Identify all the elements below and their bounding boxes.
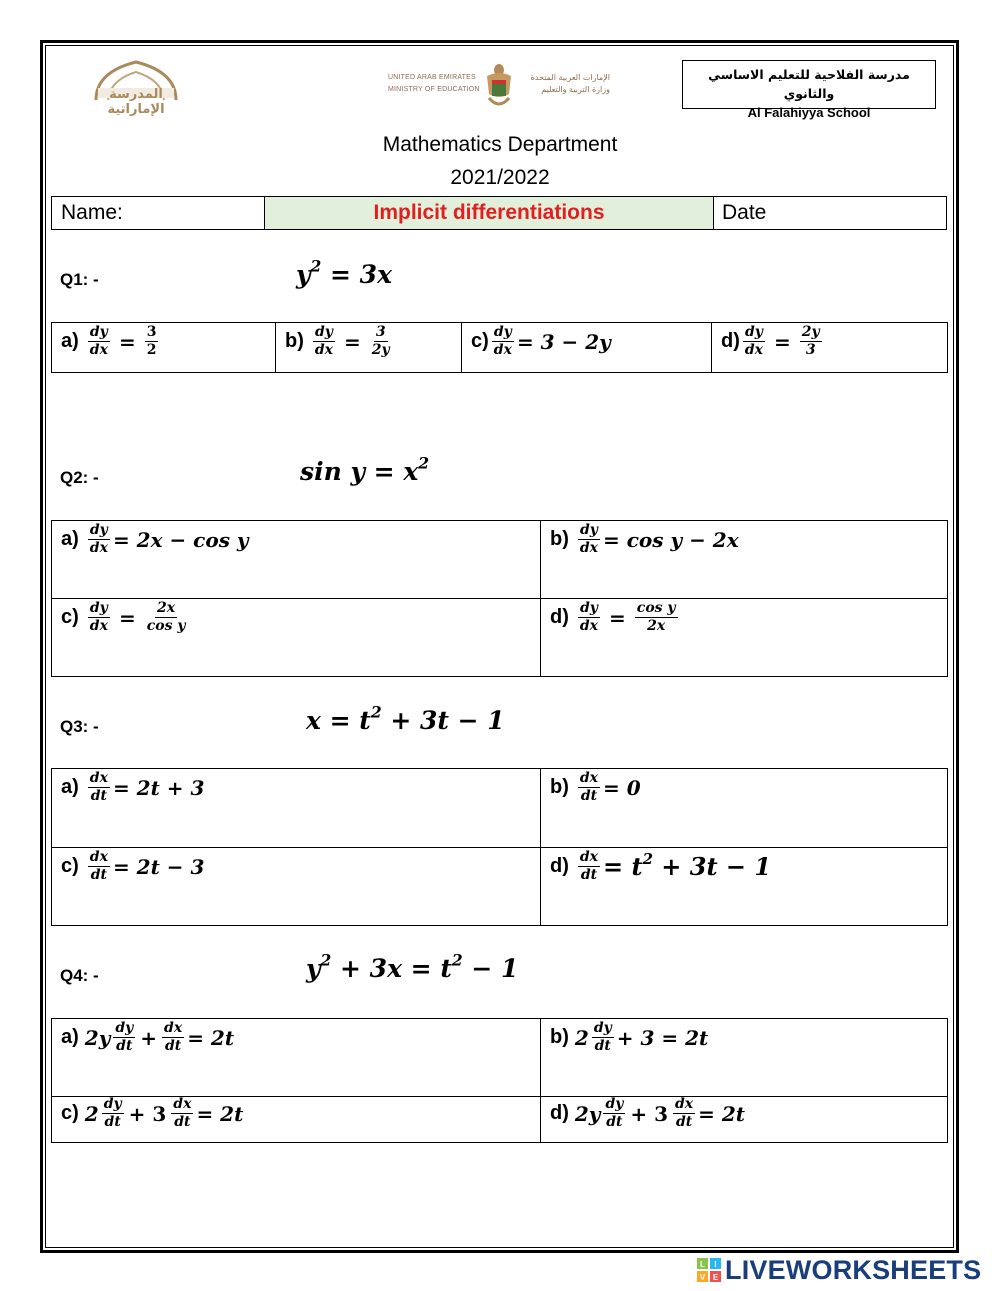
worksheet-topic: Implicit differentiations bbox=[265, 197, 714, 229]
q3-option-d[interactable]: d) $\frac{dx}{dt}$ = $t^2 + 3t - 1$ bbox=[541, 848, 948, 926]
q4-label: Q4: - bbox=[60, 966, 99, 985]
badge-letter-e: E bbox=[712, 1273, 719, 1282]
liveworksheets-brand-text: LIVEWORKSHEETS bbox=[725, 1254, 982, 1285]
name-field[interactable] bbox=[52, 197, 265, 229]
school-name-arabic: مدرسة الفلاحية للتعليم الاساسي والثانوي bbox=[708, 67, 910, 101]
q3-option-c[interactable]: c) $\frac{dx}{dt}$ = 2t − 3 bbox=[52, 848, 541, 926]
q2-label: Q2: - bbox=[60, 468, 99, 487]
q2-option-d[interactable]: d) $\frac{dy}{dx}$ = $\frac{\text{cos y}}{2x}$ bbox=[541, 599, 948, 677]
q3-label: Q3: - bbox=[60, 717, 99, 736]
school-year: 2021/2022 bbox=[450, 166, 550, 189]
q1-options bbox=[51, 322, 948, 373]
q3-option-b[interactable]: b) $\frac{dx}{dt}$ = 0 bbox=[541, 769, 948, 848]
q1-option-b[interactable]: b) $\frac{dy}{dx}$ = $\frac{3}{2y}$ bbox=[276, 323, 462, 373]
q4-option-d[interactable]: d) 2y $\frac{dy}{dt}$ + 3 $\frac{dx}{dt}$ = 2t bbox=[541, 1097, 948, 1143]
ministry-emblem bbox=[388, 60, 610, 116]
q2-option-c[interactable]: c) $\frac{dy}{dx}$ = $\frac{2x}{\text{cos y}}$ bbox=[52, 599, 541, 677]
department-title: Mathematics Department bbox=[382, 133, 618, 156]
falcon-emblem-icon bbox=[483, 60, 515, 116]
logo-text-line2: الإماراتية bbox=[107, 102, 165, 117]
q1-option-c[interactable]: c) $\frac{dy}{dx}$ = 3 − 2y bbox=[462, 323, 712, 373]
ministry-arabic: الإمارات العربية المتحدة وزارة التربية والتعليم bbox=[530, 73, 610, 94]
name-label: Name: bbox=[61, 201, 123, 224]
q3-option-a[interactable]: a) $\frac{dx}{dt}$ = 2t + 3 bbox=[52, 769, 541, 848]
q1-label: Q1: - bbox=[60, 270, 99, 289]
logo-text-line1: المدرسة bbox=[109, 87, 163, 102]
q2-options bbox=[51, 520, 948, 677]
emirati-school-logo bbox=[88, 58, 184, 118]
q3-equation: $x = t^2 + 3t - 1$ bbox=[306, 702, 505, 735]
q1-equation: $y^2 = 3x$ bbox=[296, 256, 392, 289]
badge-letter-v: V bbox=[699, 1273, 706, 1282]
q2-option-a[interactable]: a) $\frac{dy}{dx}$ = 2x − cos y bbox=[52, 521, 541, 599]
ministry-english: UNITED ARAB EMIRATES MINISTRY OF EDUCATION bbox=[388, 74, 480, 93]
date-label: Date bbox=[722, 201, 767, 224]
q4-equation: $y^2 + 3x = t^2 - 1$ bbox=[306, 950, 519, 983]
q4-option-b[interactable]: b) 2 $\frac{dy}{dt}$ + 3 = 2t bbox=[541, 1019, 948, 1097]
info-row bbox=[51, 196, 947, 230]
q3-options bbox=[51, 768, 948, 926]
q4-options bbox=[51, 1018, 948, 1143]
q2-option-b[interactable]: b) $\frac{dy}{dx}$ = cos y − 2x bbox=[541, 521, 948, 599]
badge-letter-l: L bbox=[700, 1260, 705, 1269]
liveworksheets-logo bbox=[697, 1254, 982, 1285]
q4-option-c[interactable]: c) 2 $\frac{dy}{dt}$ + 3 $\frac{dx}{dt}$ = 2t bbox=[52, 1097, 541, 1143]
live-badge-icon bbox=[697, 1258, 721, 1282]
date-field[interactable] bbox=[714, 197, 946, 229]
q1-option-d[interactable]: d) $\frac{dy}{dx}$ = $\frac{2y}{3}$ bbox=[712, 323, 948, 373]
q1-option-a[interactable]: a) $\frac{dy}{dx}$ = $\frac{3}{2}$ bbox=[52, 323, 276, 373]
badge-letter-i: I bbox=[714, 1260, 717, 1269]
q4-option-a[interactable]: a) 2y $\frac{dy}{dt}$ + $\frac{dx}{dt}$ = 2t bbox=[52, 1019, 541, 1097]
school-name-box bbox=[682, 60, 936, 120]
school-name-english: Al Falahiyya School bbox=[747, 105, 871, 120]
q2-equation: $\sin y = x^2$ bbox=[300, 453, 430, 486]
